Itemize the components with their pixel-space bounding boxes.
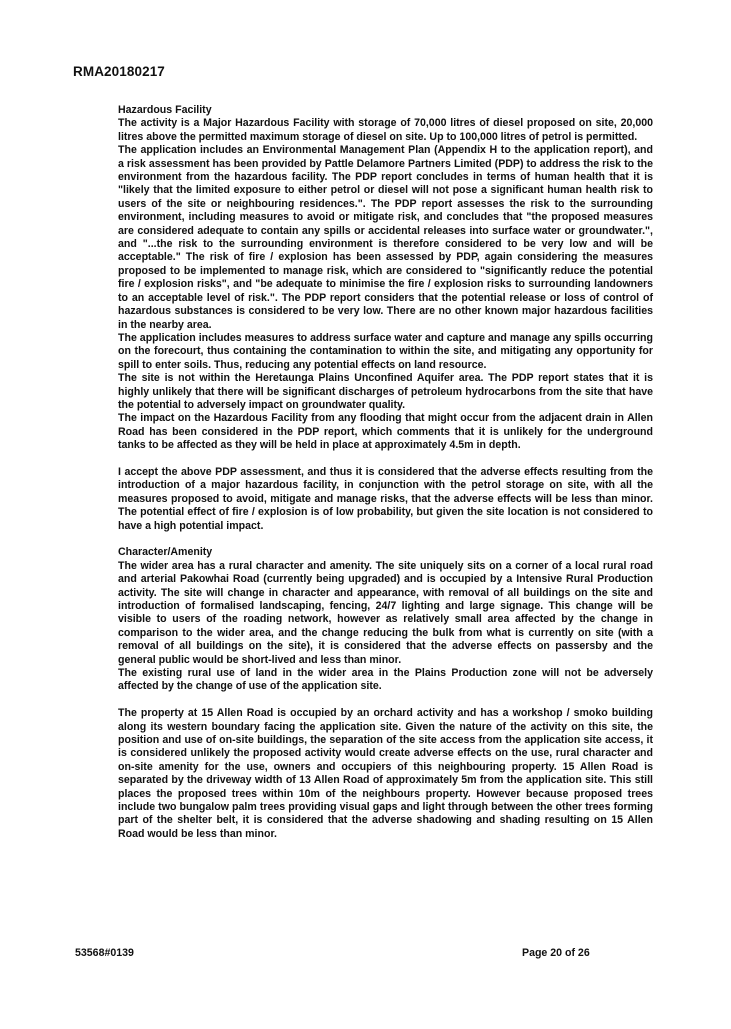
paragraph: The application includes an Environmental Management Plan (Appendix H to the application report), and a risk assessment has been provided by Pattle Delamore Partners Limited (PDP) to address the risk to the environment from the hazardous facility. The PDP report concludes in terms of human health that it is "likely that the limited exposure to either petrol or diesel will not pose a significant human health risk to users of the site or neighbouring residences.". The PDP report assesses the risk to the surrounding environment, including measures to avoid or mitigate risk, and concludes that "the proposed measures are considered adequate to contain any spills or accidental releases into surface water or groundwater.", and "...the risk to the surrounding environment is therefore considered to be very low and will be acceptable." The risk of fire / explosion has been assessed by PDP, again considering the measures proposed to be implemented to manage risk, which are considered to "significantly reduce the potential fire / explosion risks", and "be adequate to minimise the fire / explosion risks to surrounding landowners to an acceptable level of risk.". The PDP report considers that the potential release or loss of control of hazardous substances is considered to be very low. There are no other known major hazardous facilities in the nearby area.: [118, 144, 653, 331]
paragraph-gap: [118, 533, 653, 546]
paragraph: The existing rural use of land in the wider area in the Plains Production zone will not be adversely affected by the change of use of the application site.: [118, 667, 653, 693]
document-reference: RMA20180217: [73, 64, 165, 79]
footer-page-number: Page 20 of 26: [522, 947, 590, 959]
paragraph: The application includes measures to address surface water and capture and manage any spills occurring on the forecourt, thus containing the contamination to within the site, and mitigating any opportunity for spill to enter soils. Thus, reducing any potential effects on land resource.: [118, 331, 653, 371]
paragraph-gap: [118, 453, 653, 466]
paragraph: The wider area has a rural character and amenity. The site uniquely sits on a corner of a local rural road and arterial Pakowhai Road (currently being upgraded) and is occupied by a Intensive Rural Production activity. The site will change in character and appearance, with removal of all buildings on the site and introduction of formalised landscaping, fencing, 24/7 lighting and large signage. This change will be visible to users of the roading network, however as relatively small area affected by the change in comparison to the wider area, and the change reducing the bulk from what is currently on site (with a removal of all buildings on the site), it is considered that the adverse effects on passersby and the general public would be short-lived and less than minor.: [118, 559, 653, 666]
section-heading: Character/Amenity: [118, 546, 213, 559]
paragraph: The activity is a Major Hazardous Facility with storage of 70,000 litres of diesel proposed on site, 20,000 litres above the permitted maximum storage of diesel on site. Up to 100,000 litres of petrol is permitted.: [118, 117, 653, 143]
document-body: [118, 104, 653, 841]
paragraph-gap: [118, 694, 653, 707]
footer-doc-number: 53568#0139: [75, 947, 134, 959]
paragraph: The property at 15 Allen Road is occupied by an orchard activity and has a workshop / smoko building along its western boundary facing the application site. Given the nature of the activity on this site, the position and use of on-site buildings, the separation of the site access from the application site access, it is considered unlikely the proposed activity would create adverse effects on the use, rural character and on-site amenity for the use, owners and occupiers of this neighbouring property. 15 Allen Road is separated by the driveway width of 13 Allen Road of approximately 5m from the application site. This still places the proposed trees within 10m of the neighbours property. However because proposed trees include two bungalow palm trees providing visual gaps and light through between the other trees forming part of the shelter belt, it is considered that the adverse shadowing and shading resulting on 15 Allen Road would be less than minor.: [118, 707, 653, 840]
paragraph: I accept the above PDP assessment, and thus it is considered that the adverse effects resulting from the introduction of a major hazardous facility, in conjunction with the petrol storage on site, with all the measures proposed to avoid, mitigate and manage risks, that the adverse effects will be less than minor. The potential effect of fire / explosion is of low probability, but given the site location is not considered to have a high potential impact.: [118, 465, 653, 532]
section-heading: Hazardous Facility: [118, 104, 212, 116]
paragraph: The impact on the Hazardous Facility from any flooding that might occur from the adjacent drain in Allen Road has been considered in the PDP report, which comments that it is unlikely for the underground tanks to be affected as they will be held in place at approximately 4.5m in depth.: [118, 412, 653, 452]
paragraph: The site is not within the Heretaunga Plains Unconfined Aquifer area. The PDP report states that it is highly unlikely that there will be significant discharges of petroleum hydrocarbons from the site that have the potential to adversely impact on groundwater quality.: [118, 372, 653, 411]
